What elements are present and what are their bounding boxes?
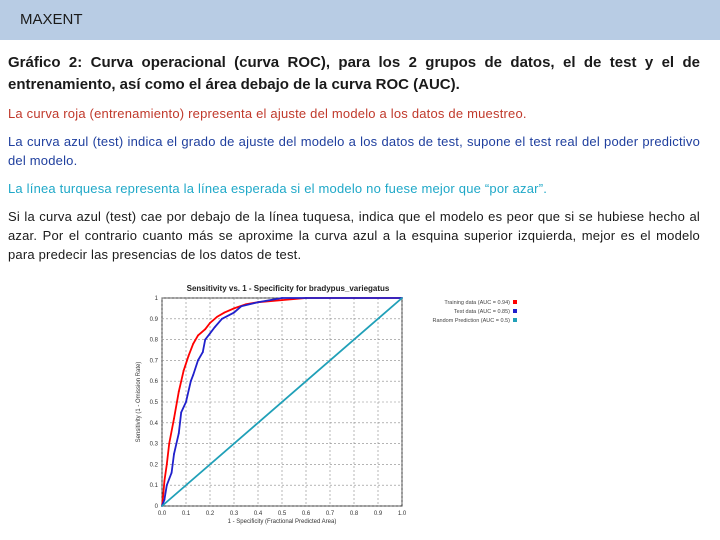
legend-label: Random Prediction (AUC = 0.5) — [432, 318, 510, 324]
x-tick-label: 0.8 — [349, 511, 359, 517]
data-point — [168, 443, 170, 445]
data-point — [161, 505, 163, 507]
y-tick-label: 0.6 — [149, 379, 158, 386]
data-point — [173, 418, 175, 420]
data-point — [202, 351, 204, 353]
data-point — [166, 484, 168, 486]
red-curve-description: La curva roja (entrenamiento) representa el ajuste del modelo a los datos de muestreo. — [8, 106, 527, 121]
x-tick-label: 0.1 — [181, 511, 191, 517]
data-point — [197, 360, 199, 362]
data-point — [197, 335, 199, 337]
data-point — [171, 472, 173, 474]
roc-chart-container — [128, 280, 528, 530]
legend-swatch — [513, 318, 517, 322]
x-tick-label: 0.5 — [277, 511, 287, 517]
y-tick-label: 0.9 — [149, 316, 158, 323]
y-tick-label: 1 — [154, 296, 158, 302]
blue-curve-description: La curva azul (test) indica el grado de ajuste del modelo a los datos de test, supone el test real del poder predictivo del modelo. — [8, 134, 700, 168]
y-tick-label: 0.7 — [149, 358, 158, 365]
data-point — [173, 453, 175, 455]
data-point — [221, 318, 223, 320]
data-point — [305, 297, 307, 299]
data-point — [178, 432, 180, 434]
data-point — [233, 308, 235, 310]
x-tick-label: 0.4 — [253, 511, 263, 517]
data-point — [224, 312, 226, 314]
data-point — [214, 326, 216, 328]
x-tick-label: 0.9 — [373, 511, 383, 517]
x-axis-label: 1 - Specificity (Fractional Predicted Area) — [227, 519, 337, 525]
legend-label: Training data (AUC = 0.94) — [444, 300, 510, 306]
interpretation-paragraph: Si la curva azul (test) cae por debajo de la línea tuquesa, indica que el modelo es peor que si se hubiese hecho al azar. Por el contrario cuanto más se aproxime la curva azul a la esquina superior izquierda, mejor es el modelo para predecir las presencias de los datos de test. — [8, 209, 700, 262]
data-point — [240, 305, 242, 307]
data-point — [164, 480, 166, 482]
data-point — [180, 412, 182, 414]
data-point — [281, 297, 283, 299]
x-tick-label: 0.0 — [157, 511, 167, 517]
data-point — [281, 299, 283, 301]
chart-title: Sensitivity vs. 1 - Specificity for bradypus_variegatus — [186, 284, 390, 293]
data-point — [162, 495, 164, 497]
x-tick-label: 0.3 — [229, 511, 239, 517]
chart-caption-heading: Gráfico 2: Curva operacional (curva ROC), para los 2 grupos de datos, el de test y el de entrenamiento, así como el área debajo de la curva ROC (AUC). — [8, 54, 700, 93]
data-point — [188, 355, 190, 357]
y-tick-label: 0 — [154, 504, 158, 510]
data-point — [216, 316, 218, 318]
y-tick-label: 0.4 — [149, 420, 158, 427]
data-point — [164, 499, 166, 501]
data-point — [257, 301, 259, 303]
title-bar — [0, 0, 720, 40]
data-point — [233, 312, 235, 314]
data-point — [192, 374, 194, 376]
data-point — [204, 328, 206, 330]
x-tick-label: 1.0 — [397, 511, 407, 517]
legend-swatch — [513, 300, 517, 304]
slide-content — [8, 52, 700, 273]
data-point — [183, 370, 185, 372]
data-point — [401, 297, 403, 299]
data-point — [204, 339, 206, 341]
roc-chart — [128, 280, 528, 530]
x-tick-label: 0.7 — [325, 511, 335, 517]
data-point — [166, 464, 168, 466]
y-tick-label: 0.3 — [149, 441, 158, 448]
y-tick-label: 0.8 — [149, 337, 158, 344]
data-point — [209, 332, 211, 334]
data-point — [178, 391, 180, 393]
x-tick-label: 0.6 — [301, 511, 311, 517]
cyan-line-description: La línea turquesa representa la línea esperada si el modelo no fuese mejor que “por azar”. — [8, 181, 548, 196]
x-tick-label: 0.2 — [205, 511, 215, 517]
slide-title: MAXENT — [20, 11, 83, 28]
data-point — [185, 401, 187, 403]
y-tick-label: 0.1 — [149, 483, 158, 490]
y-tick-label: 0.2 — [149, 462, 158, 469]
y-axis-label: Sensitivity (1 - Omission Rate) — [136, 361, 142, 443]
data-point — [192, 343, 194, 345]
legend-label: Test data (AUC = 0.85) — [453, 309, 510, 315]
data-point — [209, 322, 211, 324]
legend-swatch — [513, 309, 517, 313]
data-point — [190, 380, 192, 382]
y-tick-label: 0.5 — [149, 400, 158, 406]
